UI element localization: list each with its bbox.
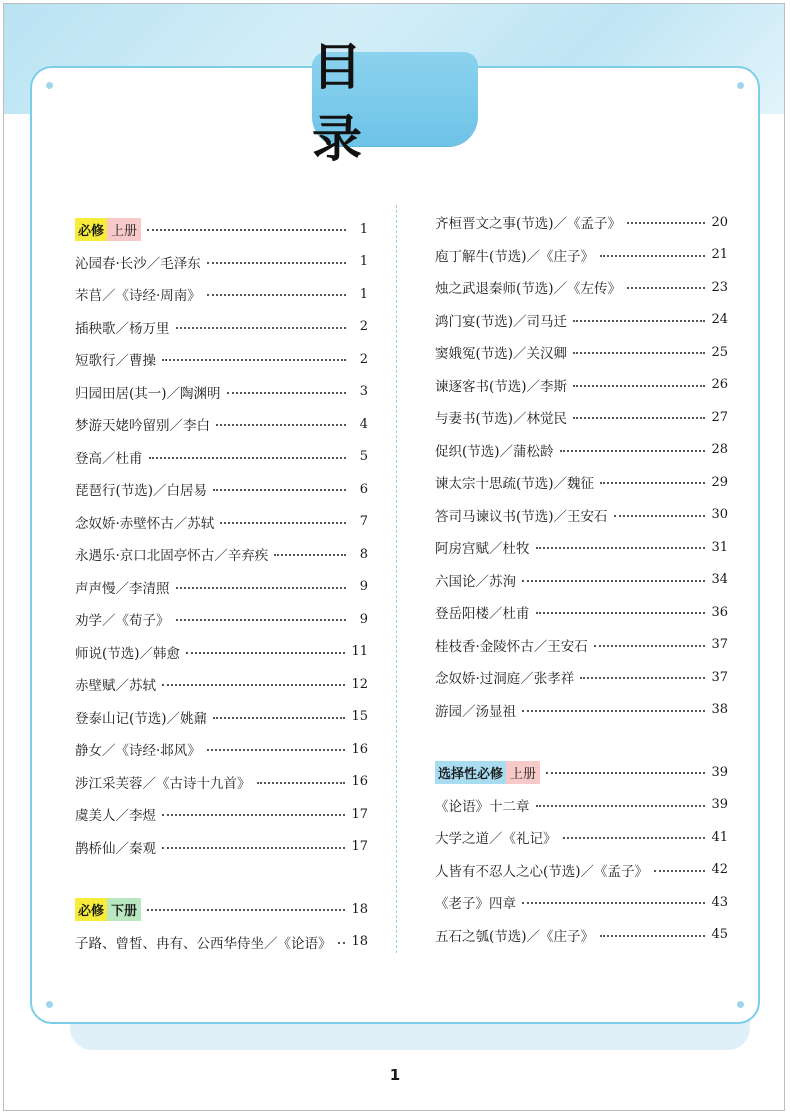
leader-dots: [207, 262, 346, 264]
toc-entry-title: 桂枝香·金陵怀古／王安石: [435, 638, 588, 655]
leader-dots: [594, 645, 706, 647]
toc-entry-title: 念奴娇·赤壁怀古／苏轼: [75, 515, 215, 532]
toc-entry-title: 静女／《诗经·邶风》: [75, 743, 201, 760]
toc-entry-title: 促织(节选)／蒲松龄: [435, 443, 554, 460]
page-ref: 2: [359, 319, 368, 335]
leader-dots: [338, 942, 346, 944]
leader-dots: [560, 450, 706, 452]
section-header[interactable]: [435, 756, 728, 789]
page-ref: 41: [711, 829, 728, 845]
leader-dots: [563, 837, 706, 839]
leader-dots: [176, 587, 347, 589]
toc-entry[interactable]: [435, 919, 728, 952]
toc-entry-title: 游园／汤显祖: [435, 703, 516, 720]
page-ref: 3: [359, 384, 368, 400]
toc-entry[interactable]: [435, 821, 728, 854]
toc-entry-title: 《论语》十二章: [435, 798, 530, 815]
section-header[interactable]: [75, 893, 368, 926]
toc-entry-title: 谏太宗十思疏(节选)／魏征: [435, 476, 595, 493]
toc-title-tab: [312, 38, 478, 168]
leader-dots: [536, 805, 706, 807]
toc-entry-title: 声声慢／李清照: [75, 580, 170, 597]
leader-dots: [220, 522, 346, 524]
toc-entry[interactable]: [75, 343, 368, 376]
leader-dots: [186, 652, 345, 654]
page-ref: 5: [359, 449, 368, 465]
toc-entry-title: 永遇乐·京口北固亭怀古／辛弃疾: [75, 548, 269, 565]
page-ref: 21: [711, 247, 728, 263]
leader-dots: [162, 684, 345, 686]
toc-entry[interactable]: [75, 636, 368, 669]
toc-entry[interactable]: [75, 408, 368, 441]
toc-entry-title: 芣苢／《诗经·周南》: [75, 288, 201, 305]
leader-dots: [147, 909, 345, 911]
leader-dots: [207, 294, 346, 296]
page-ref: 36: [711, 604, 728, 620]
column-divider: [396, 205, 397, 953]
page-ref: 34: [711, 572, 728, 588]
leader-dots: [213, 489, 346, 491]
page-ref: 43: [711, 894, 728, 910]
leader-dots: [176, 619, 347, 621]
page-ref: 9: [359, 611, 368, 627]
leader-dots: [600, 935, 705, 937]
toc-entry[interactable]: [435, 531, 728, 564]
toc-entry[interactable]: [75, 798, 368, 831]
leader-dots: [573, 417, 705, 419]
leader-dots: [627, 222, 705, 224]
page-ref: 1: [359, 221, 368, 237]
page-ref: 38: [711, 702, 728, 718]
page-ref: 29: [711, 474, 728, 490]
corner-dot-icon: [737, 82, 744, 89]
section-label: 选择性必修 上册: [435, 761, 540, 784]
page-ref: 7: [359, 514, 368, 530]
page-ref: 18: [351, 901, 368, 917]
toc-entry-title: 烛之武退秦师(节选)／《左传》: [435, 281, 622, 298]
toc-entry-title: 念奴娇·过洞庭／张孝祥: [435, 671, 575, 688]
toc-entry-title: 插秧歌／杨万里: [75, 320, 170, 337]
leader-dots: [522, 710, 705, 712]
toc-entry[interactable]: [435, 434, 728, 467]
page-ref: 45: [711, 927, 728, 943]
leader-dots: [522, 902, 705, 904]
section-header[interactable]: [75, 213, 368, 246]
leader-dots: [162, 847, 345, 849]
page-ref: 16: [351, 774, 368, 790]
leader-dots: [580, 677, 705, 679]
toc-entry-title: 劝学／《荀子》: [75, 613, 170, 630]
leader-dots: [149, 457, 347, 459]
leader-dots: [147, 229, 346, 231]
toc-entry[interactable]: [435, 206, 728, 239]
toc-entry[interactable]: [75, 278, 368, 311]
corner-dot-icon: [737, 1001, 744, 1008]
toc-entry[interactable]: [435, 271, 728, 304]
page-ref: 15: [351, 709, 368, 725]
leader-dots: [546, 772, 705, 774]
page-ref: 27: [711, 409, 728, 425]
toc-entry-title: 大学之道／《礼记》: [435, 831, 557, 848]
leader-dots: [207, 749, 346, 751]
leader-dots: [162, 814, 345, 816]
leader-dots: [573, 320, 705, 322]
section-label: 必修 上册: [75, 218, 141, 241]
toc-entry-title: 梦游天姥吟留别／李白: [75, 418, 210, 435]
toc-entry[interactable]: [435, 466, 728, 499]
toc-entry-title: 谏逐客书(节选)／李斯: [435, 378, 568, 395]
page-ref: 6: [359, 481, 368, 497]
toc-entry[interactable]: [435, 886, 728, 919]
toc-entry-title: 齐桓晋文之事(节选)／《孟子》: [435, 216, 622, 233]
toc-entry[interactable]: [75, 831, 368, 864]
toc-entry[interactable]: [75, 571, 368, 604]
page-ref: 18: [351, 934, 368, 950]
toc-entry[interactable]: [435, 854, 728, 887]
leader-dots: [614, 515, 706, 517]
leader-dots: [274, 554, 346, 556]
page-ref: 28: [711, 442, 728, 458]
page-ref: 42: [711, 862, 728, 878]
page-ref: 1: [359, 286, 368, 302]
page-ref: 23: [711, 279, 728, 295]
leader-dots: [600, 482, 705, 484]
toc-entry-title: 鹊桥仙／秦观: [75, 840, 156, 857]
page-ref: 17: [351, 806, 368, 822]
leader-dots: [600, 255, 705, 257]
toc-entry-title: 答司马谏议书(节选)／王安石: [435, 508, 608, 525]
page-ref: 26: [711, 377, 728, 393]
toc-entry[interactable]: [75, 733, 368, 766]
toc-entry[interactable]: [75, 506, 368, 539]
page-ref: 8: [359, 546, 368, 562]
page-ref: 16: [351, 741, 368, 757]
toc-entry[interactable]: [435, 239, 728, 272]
toc-entry[interactable]: [435, 661, 728, 694]
toc-entry-title: 庖丁解牛(节选)／《庄子》: [435, 248, 595, 265]
toc-entry[interactable]: [435, 789, 728, 822]
page-ref: 24: [711, 312, 728, 328]
toc-entry-title: 五石之瓠(节选)／《庄子》: [435, 928, 595, 945]
leader-dots: [162, 359, 346, 361]
toc-entry[interactable]: [75, 701, 368, 734]
page-ref: 39: [711, 764, 728, 780]
toc-entry-title: 窦娥冤(节选)／关汉卿: [435, 346, 568, 363]
leader-dots: [654, 870, 705, 872]
page-ref: 30: [711, 507, 728, 523]
page-ref: 11: [351, 644, 368, 660]
leader-dots: [257, 782, 346, 784]
leader-dots: [213, 717, 345, 719]
page-ref: 4: [359, 416, 368, 432]
toc-entry[interactable]: [75, 441, 368, 474]
toc-entry-title: 人皆有不忍人之心(节选)／《孟子》: [435, 863, 649, 880]
toc-entry-title: 登高／杜甫: [75, 450, 143, 467]
page-ref: 12: [351, 676, 368, 692]
toc-entry-title: 阿房宫赋／杜牧: [435, 541, 530, 558]
toc-entry[interactable]: [75, 603, 368, 636]
toc-entry[interactable]: [435, 596, 728, 629]
page-number: 1: [389, 1066, 401, 1084]
toc-entry-title: 登泰山记(节选)／姚鼐: [75, 710, 208, 727]
corner-dot-icon: [46, 1001, 53, 1008]
toc-entry-title: 登岳阳楼／杜甫: [435, 606, 530, 623]
page-ref: 20: [711, 214, 728, 230]
toc-entry-title: 琵琶行(节选)／白居易: [75, 483, 208, 500]
toc-entry[interactable]: [435, 499, 728, 532]
leader-dots: [573, 352, 705, 354]
page-ref: 25: [711, 344, 728, 360]
leader-dots: [227, 392, 346, 394]
toc-entry[interactable]: [435, 336, 728, 369]
toc-entry[interactable]: [75, 668, 368, 701]
toc-entry[interactable]: [435, 304, 728, 337]
toc-entry-title: 沁园春·长沙／毛泽东: [75, 255, 201, 272]
toc-entry[interactable]: [75, 926, 368, 959]
toc-entry-title: 鸿门宴(节选)／司马迁: [435, 313, 568, 330]
page-ref: 37: [711, 637, 728, 653]
toc-entry[interactable]: [435, 401, 728, 434]
toc-entry-title: 赤壁赋／苏轼: [75, 678, 156, 695]
toc-entry[interactable]: [75, 473, 368, 506]
page-ref: 39: [711, 797, 728, 813]
toc-entry-title: 与妻书(节选)／林觉民: [435, 411, 568, 428]
toc-entry[interactable]: [75, 246, 368, 279]
page-ref: 17: [351, 839, 368, 855]
page-title: 目 录: [312, 38, 400, 168]
toc-column-right: [435, 206, 728, 951]
leader-dots: [216, 424, 346, 426]
leader-dots: [573, 385, 705, 387]
toc-entry[interactable]: [75, 376, 368, 409]
toc-entry[interactable]: [75, 311, 368, 344]
toc-entry-title: 短歌行／曹操: [75, 353, 156, 370]
leader-dots: [522, 580, 705, 582]
toc-entry[interactable]: [435, 369, 728, 402]
corner-dot-icon: [46, 82, 53, 89]
page-ref: 2: [359, 351, 368, 367]
section-label: 必修 下册: [75, 898, 141, 921]
leader-dots: [536, 547, 706, 549]
toc-entry[interactable]: [435, 694, 728, 727]
toc-entry[interactable]: [75, 766, 368, 799]
toc-entry[interactable]: [435, 629, 728, 662]
page-ref: 37: [711, 669, 728, 685]
toc-entry-title: 《老子》四章: [435, 896, 516, 913]
toc-entry-title: 涉江采芙蓉／《古诗十九首》: [75, 775, 251, 792]
page-ref: 1: [359, 254, 368, 270]
toc-entry[interactable]: [75, 538, 368, 571]
page-ref: 9: [359, 579, 368, 595]
toc-entry-title: 六国论／苏洵: [435, 573, 516, 590]
toc-entry-title: 虞美人／李煜: [75, 808, 156, 825]
toc-entry[interactable]: [435, 564, 728, 597]
toc-entry-title: 师说(节选)／韩愈: [75, 645, 181, 662]
footer-band: [70, 1020, 750, 1050]
leader-dots: [536, 612, 706, 614]
toc-entry-title: 子路、曾皙、冉有、公西华侍坐／《论语》: [75, 935, 332, 952]
page-ref: 31: [711, 539, 728, 555]
leader-dots: [627, 287, 705, 289]
toc-column-left: [75, 213, 368, 958]
leader-dots: [176, 327, 347, 329]
toc-entry-title: 归园田居(其一)／陶渊明: [75, 385, 221, 402]
